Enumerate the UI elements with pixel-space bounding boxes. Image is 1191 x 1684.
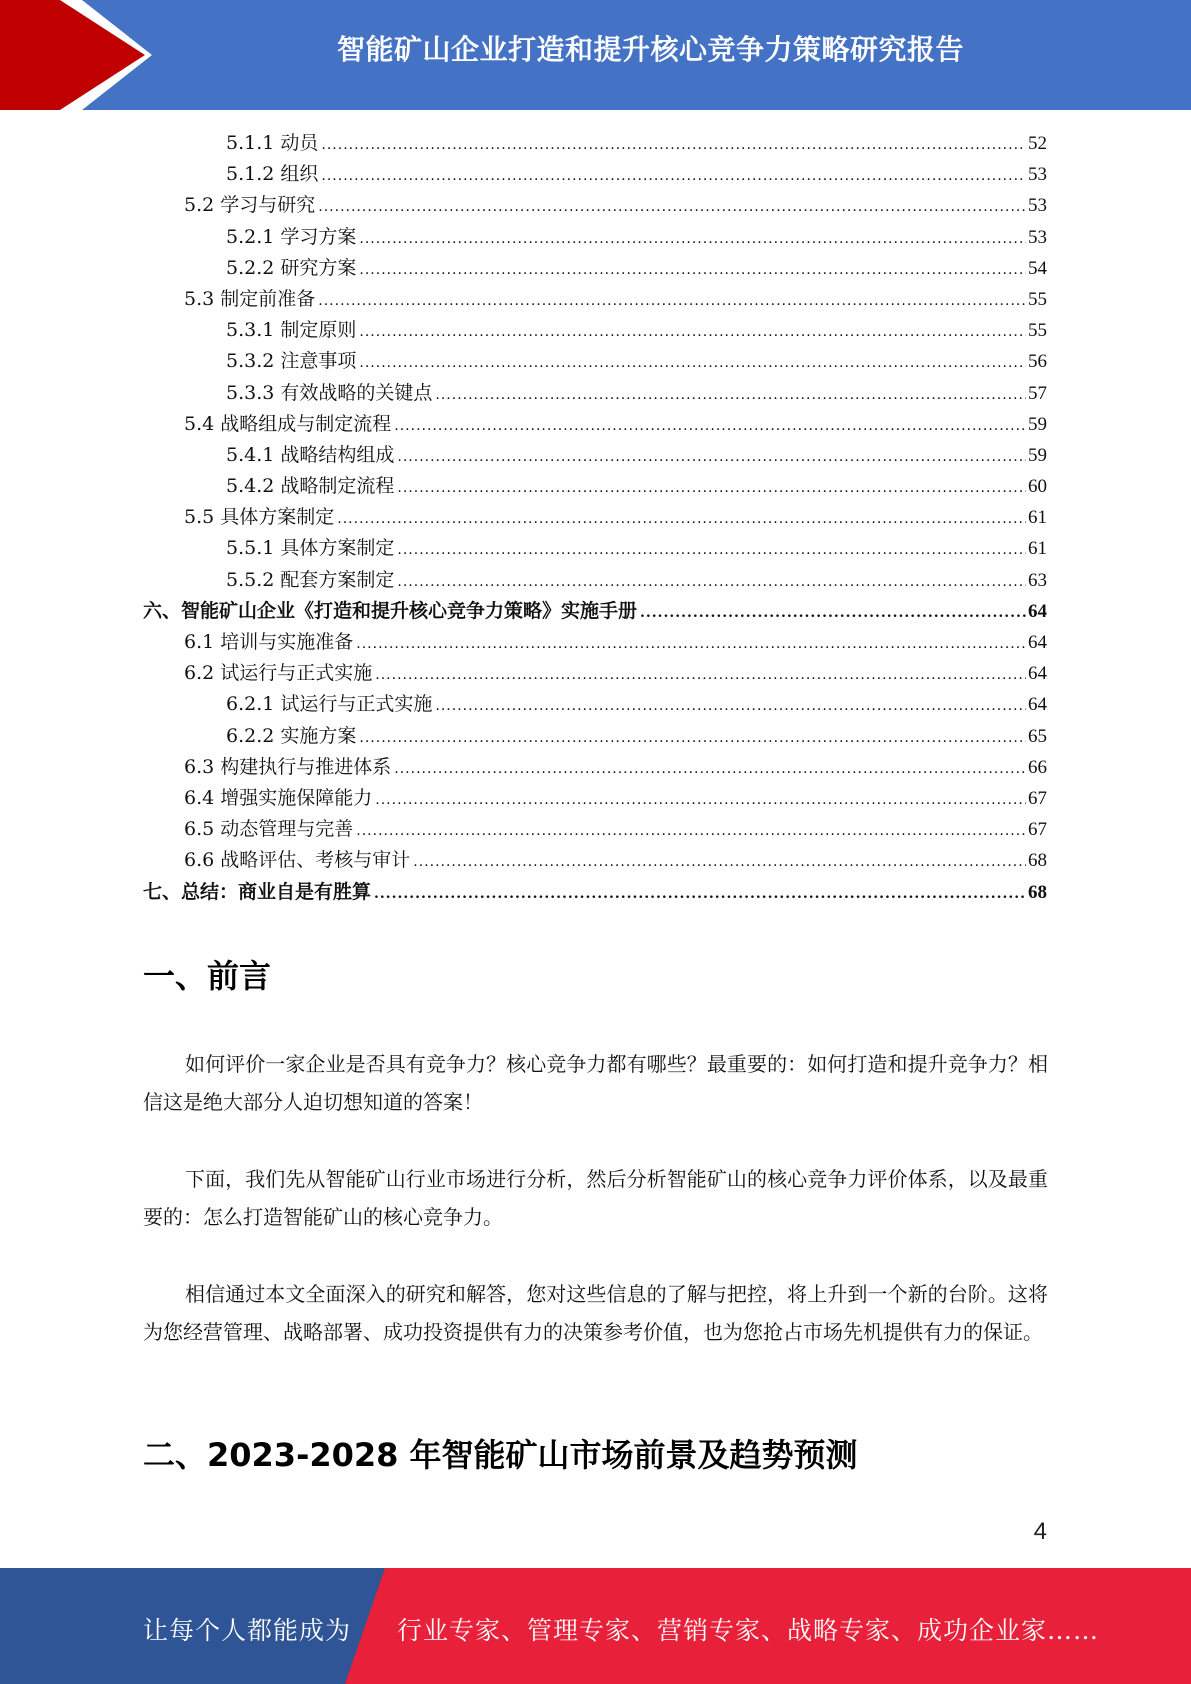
toc-leader-dots xyxy=(397,533,1026,564)
toc-entry[interactable] xyxy=(143,721,1047,752)
toc-leader-dots xyxy=(374,877,1026,908)
toc-entry-page: 54 xyxy=(1028,257,1047,279)
toc-entry-label: 5.2.1 学习方案 xyxy=(226,225,357,248)
toc-leader-dots xyxy=(359,721,1026,752)
section-heading-preface: 一、前言 xyxy=(143,957,272,995)
toc-leader-dots xyxy=(375,658,1026,689)
toc-leader-dots xyxy=(337,502,1026,533)
toc-leader-dots xyxy=(375,783,1026,814)
toc-leader-dots xyxy=(640,596,1026,627)
toc-entry-page: 64 xyxy=(1028,694,1047,716)
toc-entry[interactable] xyxy=(143,128,1047,159)
toc-entry[interactable] xyxy=(143,814,1047,845)
paragraph: 相信通过本文全面深入的研究和解答，您对这些信息的了解与把控，将上升到一个新的台阶。这将为您经营管理、战略部署、成功投资提供有力的决策参考价值，也为您抢占市场先机提供有力的保证。 xyxy=(143,1282,1048,1344)
toc-entry-page: 67 xyxy=(1028,819,1047,841)
toc-entry[interactable] xyxy=(143,877,1047,908)
toc-entry-label: 5.4.1 战略结构组成 xyxy=(226,443,395,466)
toc-entry-page: 68 xyxy=(1028,881,1047,903)
report-title: 智能矿山企业打造和提升核心竞争力策略研究报告 xyxy=(336,33,964,66)
toc-entry-label: 六、智能矿山企业《打造和提升核心竞争力策略》实施手册 xyxy=(143,599,638,622)
toc-entry-page: 64 xyxy=(1028,600,1047,622)
section-heading-market-outlook: 二、2023-2028 年智能矿山市场前景及趋势预测 xyxy=(143,1436,858,1474)
toc-entry[interactable] xyxy=(143,596,1047,627)
toc-leader-dots xyxy=(356,627,1026,658)
toc-entry-label: 5.3.3 有效战略的关键点 xyxy=(226,381,433,404)
footer-slogan-left: 让每个人都能成为 xyxy=(143,1616,352,1645)
toc-entry-label: 6.2 试运行与正式实施 xyxy=(184,662,373,685)
toc-entry-label: 5.4.2 战略制定流程 xyxy=(226,475,395,498)
toc-entry[interactable] xyxy=(143,222,1047,253)
toc-leader-dots xyxy=(359,346,1026,377)
toc-entry-label: 5.5.1 具体方案制定 xyxy=(226,537,395,560)
toc-entry-page: 64 xyxy=(1028,663,1047,685)
toc-entry[interactable] xyxy=(143,565,1047,596)
toc-entry-label: 5.1.2 组织 xyxy=(226,163,319,186)
toc-entry[interactable] xyxy=(143,284,1047,315)
toc-entry[interactable] xyxy=(143,471,1047,502)
toc-entry-page: 53 xyxy=(1028,164,1047,186)
toc-leader-dots xyxy=(397,565,1026,596)
toc-leader-dots xyxy=(356,814,1026,845)
toc-leader-dots xyxy=(397,440,1026,471)
toc-entry[interactable] xyxy=(143,689,1047,720)
toc-leader-dots xyxy=(318,190,1026,221)
toc-entry-label: 6.6 战略评估、考核与审计 xyxy=(184,849,411,872)
toc-leader-dots xyxy=(435,378,1026,409)
page-footer xyxy=(0,1568,1191,1684)
toc-entry-page: 60 xyxy=(1028,476,1047,498)
toc-entry-page: 59 xyxy=(1028,413,1047,435)
toc-entry-page: 56 xyxy=(1028,351,1047,373)
toc-entry-page: 68 xyxy=(1028,850,1047,872)
toc-entry[interactable] xyxy=(143,253,1047,284)
toc-entry-label: 6.2.2 实施方案 xyxy=(226,724,357,747)
toc-entry[interactable] xyxy=(143,845,1047,876)
page-header xyxy=(0,0,1191,110)
toc-entry-page: 61 xyxy=(1028,507,1047,529)
toc-entry-page: 55 xyxy=(1028,320,1047,342)
toc-entry-page: 64 xyxy=(1028,632,1047,653)
toc-leader-dots xyxy=(397,471,1026,502)
toc-entry-label: 6.5 动态管理与完善 xyxy=(184,818,354,841)
toc-entry-label: 七、总结：商业自是有胜算 xyxy=(143,880,372,903)
toc-entry-page: 55 xyxy=(1028,288,1047,310)
paragraph: 下面，我们先从智能矿山行业市场进行分析，然后分析智能矿山的核心竞争力评价体系，以及最重要的：怎么打造智能矿山的核心竞争力。 xyxy=(143,1167,1048,1229)
table-of-contents xyxy=(143,128,1047,908)
toc-entry-label: 5.5.2 配套方案制定 xyxy=(226,568,395,591)
toc-leader-dots xyxy=(413,845,1026,876)
toc-entry[interactable] xyxy=(143,533,1047,564)
paragraph: 如何评价一家企业是否具有竞争力？核心竞争力都有哪些？最重要的：如何打造和提升竞争力？相信这是绝大部分人迫切想知道的答案！ xyxy=(143,1052,1048,1114)
toc-entry-page: 67 xyxy=(1028,787,1047,809)
toc-entry-page: 63 xyxy=(1028,569,1047,591)
toc-entry-label: 6.4 增强实施保障能力 xyxy=(184,786,373,809)
toc-leader-dots xyxy=(394,409,1026,440)
toc-entry-page: 61 xyxy=(1028,538,1047,560)
toc-entry-page: 53 xyxy=(1028,195,1047,217)
toc-entry-label: 5.1.1 动员 xyxy=(226,132,319,154)
toc-entry-label: 6.1 培训与实施准备 xyxy=(184,631,354,653)
toc-entry[interactable] xyxy=(143,658,1047,689)
toc-leader-dots xyxy=(435,689,1026,720)
toc-entry-label: 5.3 制定前准备 xyxy=(184,287,316,310)
footer-slogan-right: 行业专家、管理专家、营销专家、战略专家、成功企业家…… xyxy=(397,1616,1100,1645)
page-number: 4 xyxy=(1033,1518,1047,1545)
toc-leader-dots xyxy=(318,284,1026,315)
toc-entry[interactable] xyxy=(143,502,1047,533)
toc-entry[interactable] xyxy=(143,315,1047,346)
toc-entry-label: 5.2 学习与研究 xyxy=(184,194,316,217)
toc-entry-label: 5.5 具体方案制定 xyxy=(184,506,335,529)
toc-entry[interactable] xyxy=(143,378,1047,409)
toc-entry-label: 5.2.2 研究方案 xyxy=(226,256,357,279)
toc-entry[interactable] xyxy=(143,159,1047,190)
toc-entry[interactable] xyxy=(143,409,1047,440)
toc-leader-dots xyxy=(359,315,1026,346)
toc-entry-label: 5.3.2 注意事项 xyxy=(226,350,357,373)
toc-entry[interactable] xyxy=(143,440,1047,471)
toc-leader-dots xyxy=(321,128,1026,159)
toc-entry-page: 53 xyxy=(1028,226,1047,248)
toc-entry-page: 59 xyxy=(1028,444,1047,466)
toc-entry-label: 6.2.1 试运行与正式实施 xyxy=(226,693,433,716)
toc-leader-dots xyxy=(359,253,1026,284)
toc-leader-dots xyxy=(359,222,1026,253)
toc-entry-page: 65 xyxy=(1028,725,1047,747)
toc-entry-label: 6.3 构建执行与推进体系 xyxy=(184,755,392,778)
toc-entry[interactable] xyxy=(143,346,1047,377)
toc-leader-dots xyxy=(321,159,1026,190)
toc-entry-label: 5.4 战略组成与制定流程 xyxy=(184,412,392,435)
toc-entry-label: 5.3.1 制定原则 xyxy=(226,319,357,342)
toc-entry-page: 66 xyxy=(1028,756,1047,778)
toc-leader-dots xyxy=(394,752,1026,783)
toc-entry[interactable] xyxy=(143,627,1047,658)
toc-entry-page: 57 xyxy=(1028,382,1047,404)
toc-entry[interactable] xyxy=(143,752,1047,783)
toc-entry[interactable] xyxy=(143,190,1047,221)
toc-entry-page: 52 xyxy=(1028,133,1047,154)
toc-entry[interactable] xyxy=(143,783,1047,814)
